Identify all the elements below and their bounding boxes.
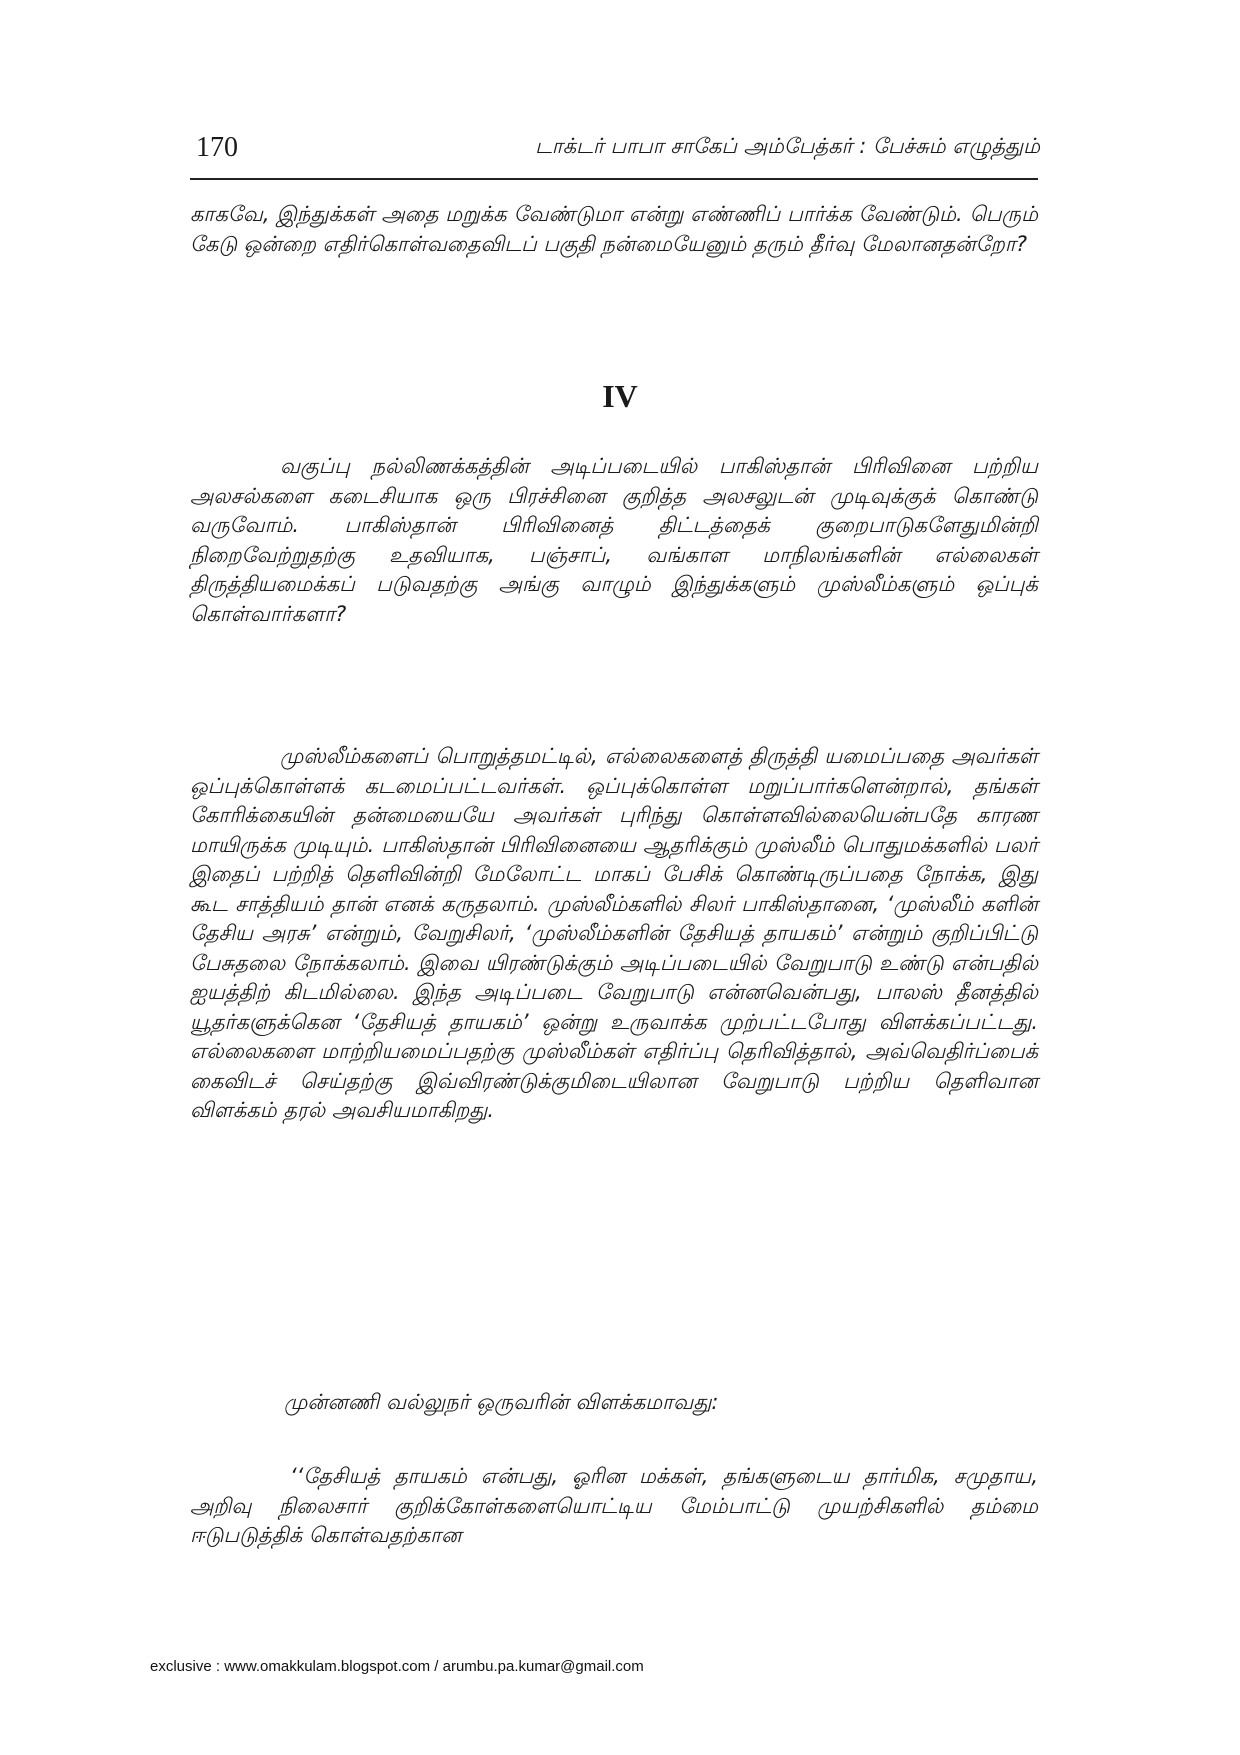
paragraph — [190, 1388, 1038, 1418]
paragraph-text: முஸ்லீம்களைப் பொறுத்தமட்டில், எல்லைகளைத் திருத்தி யமைப்பதை அவர்கள் ஒப்புக்கொள்ளக் கடமைப்பட்டவர்கள். ஒப்புக்கொள்ள மறுப்பார்களென்றால், தங்கள் கோரிக்கையின் தன்மையையே அவர்கள் புரிந்து கொள்ளவில்லையென்பதே காரண மாயிருக்க முடியும். பாகிஸ்தான் பிரிவினையை ஆதரிக்கும் முஸ்லீம் பொதுமக்களில் பலர் இதைப் பற்றித் தெளிவின்றி மேலோட்ட மாகப் பேசிக் கொண்டிருப்பதை நோக்க, இது கூட சாத்தியம் தான் எனக் கருதலாம். முஸ்லீம்களில் சிலர் பாகிஸ்தானை, ‘முஸ்லீம் களின் தேசிய அரசு’ என்றும், வேறுசிலர், ‘முஸ்லீம்களின் தேசியத் தாயகம்’ என்றும் குறிப்பிட்டு பேசுதலை நோக்கலாம். இவை யிரண்டுக்கும் அடிப்படையில் வேறுபாடு உண்டு என்பதில் ஐயத்திற் கிடமில்லை. இந்த அடிப்படை வேறுபாடு என்னவென்பது, பாலஸ் தீனத்தில் யூதர்களுக்கென ‘தேசியத் தாயகம்’ ஒன்று உருவாக்க முற்பட்டபோது விளக்கப்பட்டது. எல்லைகளை மாற்றியமைப்பதற்கு முஸ்லீம்கள் எதிர்ப்பு தெரிவித்தால், அவ்வெதிர்ப்பைக் கைவிடச் செய்தற்கு இவ்விரண்டுக்குமிடையிலான வேறுபாடு பற்றிய தெளிவான விளக்கம் தரல் அவசியமாகிறது. — [190, 744, 1038, 1122]
paragraph-text: காகவே, இந்துக்கள் அதை மறுக்க வேண்டுமா என்று எண்ணிப் பார்க்க வேண்டும். பெரும் கேடு ஒன்றை எதிர்கொள்வதைவிடப் பகுதி நன்மையேனும் தரும் தீர்வு மேலானதன்றோ? — [190, 202, 1038, 256]
paragraph-text: வகுப்பு நல்லிணக்கத்தின் அடிப்படையில் பாகிஸ்தான் பிரிவினை பற்றிய அலசல்களை கடைசியாக ஒரு பிரச்சினை குறித்த அலசலுடன் முடிவுக்குக் கொண்டு வருவோம். பாகிஸ்தான் பிரிவினைத் திட்டத்தைக் குறைபாடுகளேதுமின்றி நிறைவேற்றுதற்கு உதவியாக, பஞ்சாப், வங்காள மாநிலங்களின் எல்லைகள் திருத்தியமைக்கப் படுவதற்கு அங்கு வாழும் இந்துக்களும் முஸ்லீம்களும் ஒப்புக் கொள்வார்களா? — [190, 454, 1038, 626]
section-heading: IV — [602, 378, 638, 414]
paragraph — [190, 452, 1038, 629]
paragraph-text: ‘‘தேசியத் தாயகம் என்பது, ஓரின மக்கள், தங்களுடைய தார்மிக, சமுதாய, அறிவு நிலைசார் குறிக்கோள்களையொட்டிய மேம்பாட்டு முயற்சிகளில் தம்மை ஈடுபடுத்திக் கொள்வதற்கான — [190, 1464, 1038, 1547]
footer-credit: exclusive : www.omakkulam.blogspot.com / arumbu.pa.kumar@gmail.com — [150, 1658, 644, 1675]
paragraph-text: முன்னணி வல்லுநர் ஒருவரின் விளக்கமாவது: — [284, 1390, 719, 1414]
header-divider — [190, 178, 1038, 180]
page-number: 170 — [196, 132, 238, 163]
running-title: டாக்டர் பாபா சாகேப் அம்பேத்கர் : பேச்சும் எழுத்தும் — [535, 134, 1040, 158]
paragraph — [190, 742, 1038, 1126]
quotation-paragraph — [190, 1462, 1038, 1551]
paragraph-continuation — [190, 200, 1038, 259]
